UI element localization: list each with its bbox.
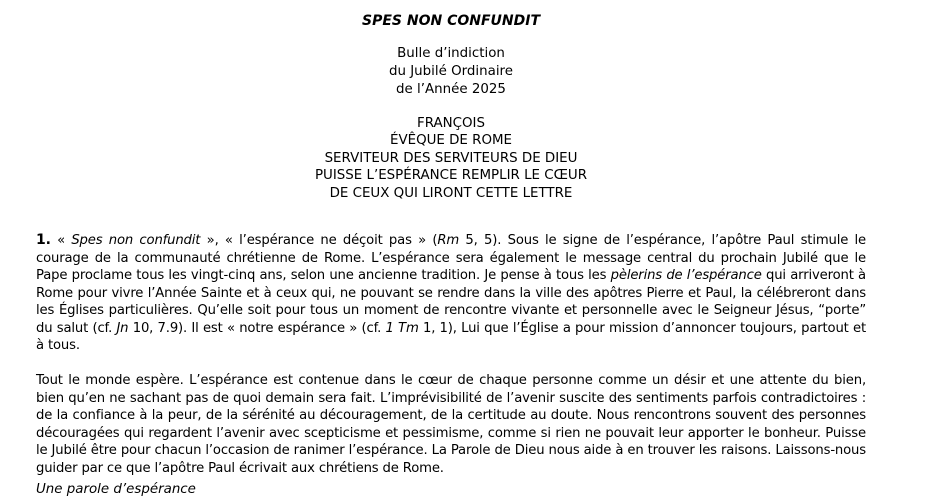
author-line: FRANÇOIS [417, 116, 485, 131]
paragraph-2: Tout le monde espère. L’espérance est contenue dans le cœur de chaque personne comme un désir et une attente du bien, bien qu’en ne sachant pas de quoi demain sera fait. L’imprévisibilité de l’avenir suscite des sentiments parfois contradictoires : de la confiance à la peur, de la sérénité au découragement, de la certitude au doute. Nous rencontrons souvent des personnes découragées qui regardent l’avenir avec scepticisme et pessimisme, comme si rien ne pouvait leur apporter le bonheur. Puisse le Jubilé être pour chacun l’occasion de ranimer l’espérance. La Parole de Dieu nous aide à en trouver les raisons. Laissons-nous guider par ce que l’apôtre Paul écrivait aux chrétiens de Rome. [36, 373, 866, 476]
italic-citation: pèlerins de l’espérance [610, 268, 762, 284]
paragraph-text: 1, 1), Lui que l’Église a pour mission d’annoncer toujours, partout et à tous. [36, 320, 866, 354]
document-title: SPES NON CONFUNDIT [362, 13, 540, 29]
italic-citation: 1 Tm [385, 320, 419, 336]
paragraph-number: 1. [36, 232, 51, 249]
author-block [36, 115, 866, 202]
paragraph-text: », « l’espérance ne déçoit pas » ( [200, 233, 438, 249]
paragraph-text: qui arriveront à Rome pour vivre l’Année Sainte et à ceux qui, ne pouvant se rendre dans la ville des apôtres Pierre et Paul, la célébreront dans les Églises particulières. Qu’elle soit pour tous un moment de rencontre vivante et personnelle avec le Seigneur Jésus, “porte” du salut (cf. [36, 268, 866, 336]
subtitle-line: du Jubilé Ordinaire [388, 64, 513, 79]
paragraph-text: 10, 7.9). Il est « notre espérance » (cf. [128, 320, 386, 336]
italic-citation: Spes non confundit [71, 233, 201, 249]
author-line: SERVITEUR DES SERVITEURS DE DIEU [324, 150, 578, 166]
section-heading: Une parole d’espérance [36, 482, 196, 497]
paragraph-1 [36, 232, 866, 355]
subtitle-line: de l’Année 2025 [396, 82, 506, 97]
author-line: ÉVÊQUE DE ROME [389, 133, 513, 149]
paragraph-text: 5, 5). Sous le signe de l’espérance, l’apôtre Paul stimule le courage de la communauté chrétienne de Rome. L’espérance sera également le message central du prochain Jubilé que le Pape proclame tous les vingt-cinq ans, selon une ancienne tradition. Je pense à tous les [36, 233, 867, 284]
author-line: DE CEUX QUI LIRONT CETTE LETTRE [329, 185, 573, 201]
italic-citation: Rm [437, 233, 460, 249]
subtitle-line: Bulle d’indiction [397, 46, 505, 61]
italic-citation: Jn [116, 320, 129, 336]
author-line: PUISSE L’ESPÉRANCE REMPLIR LE CŒUR [314, 168, 588, 184]
document-subtitle [36, 45, 866, 99]
paragraph-text: « [50, 233, 72, 249]
